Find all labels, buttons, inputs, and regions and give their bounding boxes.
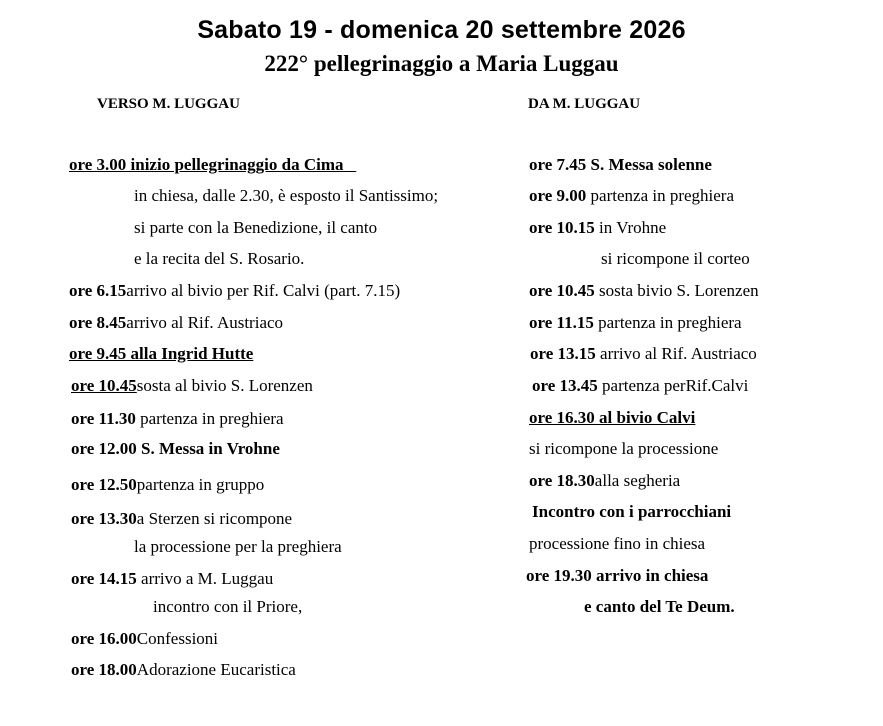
page-title: Sabato 19 - domenica 20 settembre 2026 [197,16,686,44]
schedule-text: arrivo al Rif. Austriaco [595,344,757,363]
schedule-time: ore 10.45 [529,281,595,300]
schedule-time: ore 14.15 [71,569,137,588]
left-column-heading: VERSO M. LUGGAU [97,96,240,112]
schedule-time: ore 18.00 [71,660,137,679]
schedule-line [584,597,735,617]
schedule-line [526,566,708,586]
schedule-line [71,475,264,495]
schedule-line [134,249,304,269]
schedule-line [134,537,342,557]
schedule-time: ore 16.00 [71,629,137,648]
schedule-line [69,313,283,333]
schedule-time: e canto del Te Deum. [584,597,735,616]
schedule-line [529,471,680,491]
schedule-time: ore 10.45 [71,376,137,395]
schedule-line [69,155,356,175]
right-column-heading: DA M. LUGGAU [528,96,641,112]
schedule-line [69,344,253,364]
schedule-time: ore 16.30 al bivio Calvi [529,408,696,427]
schedule-time: ore 11.30 [71,409,136,428]
schedule-time: ore 9.00 [529,186,587,205]
schedule-text: si ricompone la processione [529,439,719,458]
schedule-line [71,439,280,459]
schedule-line [529,439,718,459]
schedule-line [529,281,759,301]
schedule-text: arrivo al bivio per Rif. Calvi (part. 7.15) [126,281,401,300]
schedule-time: ore 11.15 [529,313,594,332]
schedule-text: processione fino in chiesa [529,534,706,553]
schedule-line [529,155,712,175]
schedule-text: sosta al bivio S. Lorenzen [136,376,313,395]
schedule-line [134,186,438,206]
schedule-line [529,534,705,554]
schedule-time: ore 10.15 [529,218,595,237]
schedule-line [71,509,292,529]
schedule-line [529,218,666,238]
schedule-line [134,218,377,238]
schedule-line [71,569,273,589]
schedule-line [532,502,731,522]
schedule-text: partenza perRif.Calvi [597,376,749,395]
schedule-text: partenza in preghiera [586,186,735,205]
schedule-text: alla segheria [594,471,681,490]
schedule-time: ore 12.00 S. Messa in Vrohne [71,439,280,458]
schedule-time: ore 9.45 alla Ingrid Hutte [69,344,254,363]
schedule-text: Confessioni [136,629,219,648]
schedule-line [71,629,218,649]
schedule-text: arrivo al Rif. Austriaco [126,313,284,332]
schedule-line [529,408,695,428]
schedule-time: Incontro con i parrocchiani [532,502,732,521]
schedule-time: ore 6.15 [69,281,127,300]
schedule-text: la processione per la preghiera [134,537,342,556]
schedule-time: ore 13.30 [71,509,137,528]
schedule-text: partenza in gruppo [136,475,265,494]
schedule-time: ore 7.45 S. Messa solenne [529,155,712,174]
schedule-time: ore 19.30 arrivo in chiesa [526,566,709,585]
schedule-line [532,376,748,396]
schedule-time: ore 13.45 [532,376,598,395]
schedule-line [530,344,757,364]
schedule-text: si parte con la Benedizione, il canto [134,218,378,237]
schedule-line [529,186,734,206]
schedule-text: in Vrohne [594,218,667,237]
schedule-time: ore 13.15 [530,344,596,363]
schedule-text: partenza in preghiera [135,409,284,428]
schedule-line [529,313,742,333]
schedule-text: Adorazione Eucaristica [136,660,296,679]
schedule-text: si ricompone il corteo [601,249,750,268]
schedule-text: in chiesa, dalle 2.30, è esposto il Santissimo; [134,186,439,205]
schedule-text: partenza in preghiera [593,313,742,332]
schedule-line [601,249,750,269]
schedule-time: ore 12.50 [71,475,137,494]
schedule-time: ore 8.45 [69,313,127,332]
page-subtitle: 222° pellegrinaggio a Maria Luggau [264,51,619,76]
schedule-line [71,660,296,680]
schedule-text: sosta bivio S. Lorenzen [594,281,759,300]
schedule-text: incontro con il Priore, [153,597,303,616]
schedule-text: a Sterzen si ricompone [136,509,293,528]
schedule-line [153,597,302,617]
schedule-line [71,409,284,429]
schedule-text: arrivo a M. Luggau [136,569,274,588]
schedule-time: ore 18.30 [529,471,595,490]
schedule-line [71,376,313,396]
schedule-time: ore 3.00 inizio pellegrinaggio da Cima [69,155,344,174]
schedule-line [69,281,400,301]
schedule-text: e la recita del S. Rosario. [134,249,305,268]
